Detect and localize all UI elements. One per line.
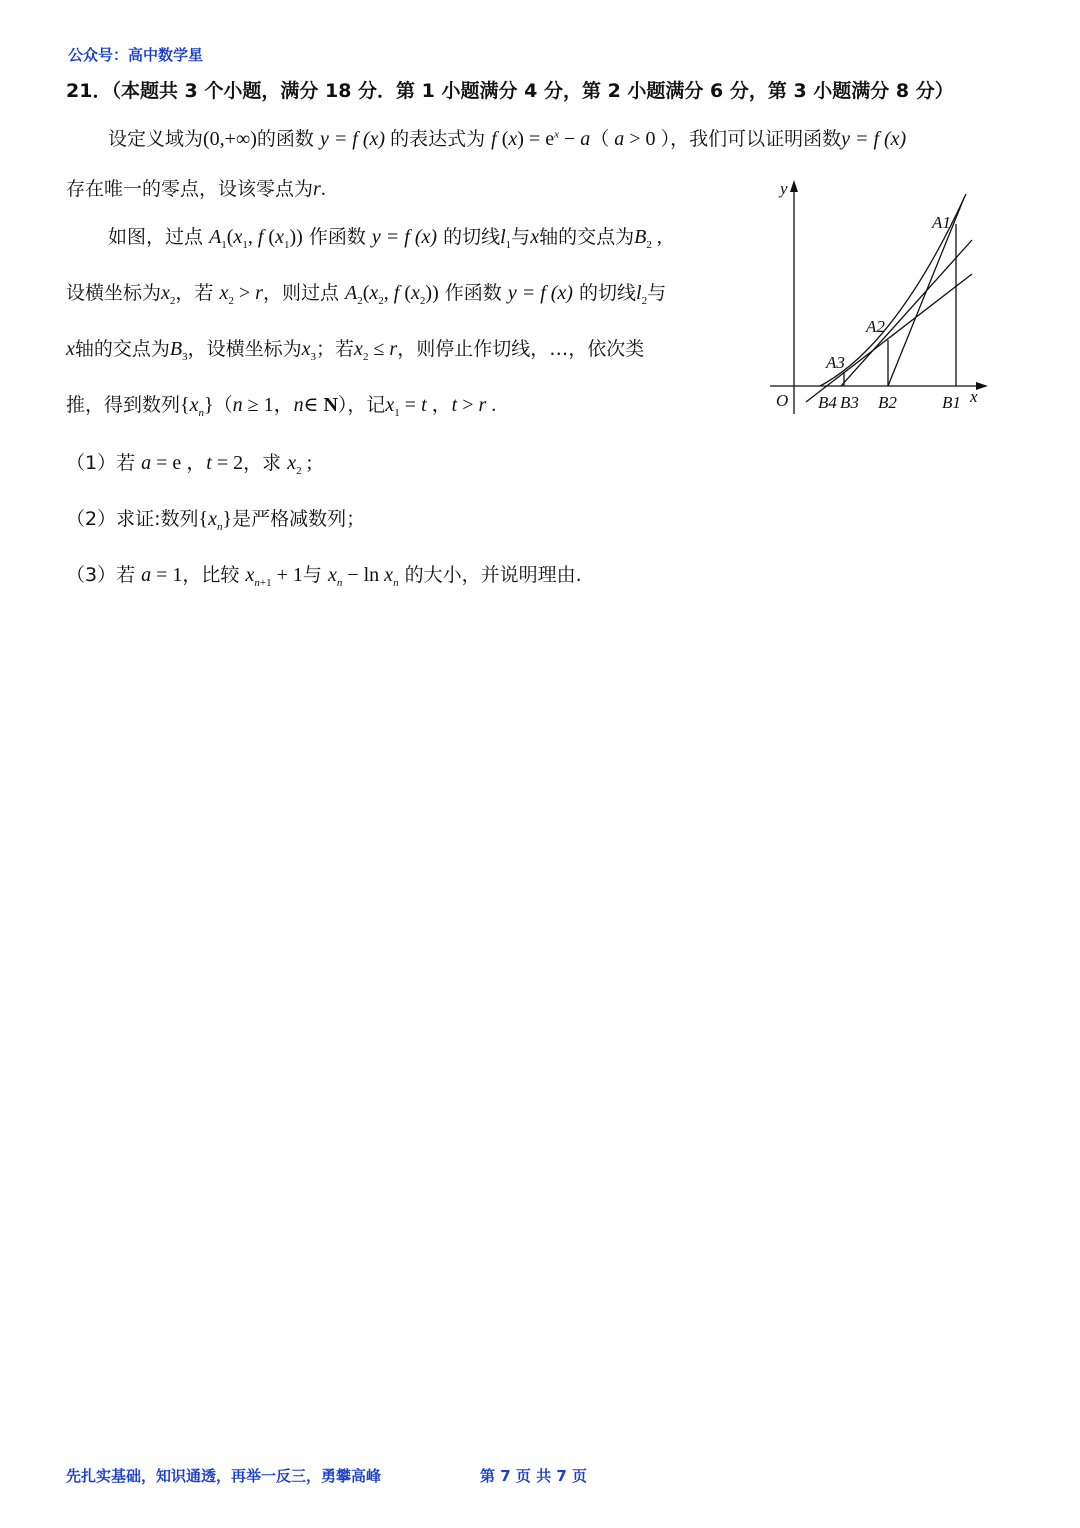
math-expr: $x_3$ [301,338,317,363]
text-fragment: 的切线 [579,282,637,304]
tangent-figure [766,176,996,416]
math-expr: $x_1 = t$ ，t > r . [385,394,497,419]
text-fragment: ，则过点 [262,282,339,304]
sub-question-3 [66,562,582,588]
text-fragment: （ [213,394,233,416]
text-fragment: ，设横坐标为 [187,338,302,360]
text-fragment: ，则停止作切线，…，依次类 [397,338,645,360]
text-fragment: 与 [302,564,322,586]
point-label-a1: A1 [932,213,951,232]
text-fragment: 的表达式为 [390,128,486,150]
text-fragment: 作函数 [308,226,366,248]
text-fragment: 设定义域为 [108,128,204,150]
math-expr: y = f (x) [319,128,391,150]
math-expr: x [66,338,75,360]
domain-expr: (0,+∞) [203,128,257,150]
x-axis-arrow [976,382,988,390]
paragraph-line-1 [108,126,906,152]
math-expr: a = 1 [141,564,183,586]
math-expr: $B_2$ , [634,226,662,251]
axis-label-y: y [780,179,788,198]
paragraph-line-5 [66,336,644,362]
y-axis-arrow [790,180,798,192]
text-fragment: 推，得到数列 [66,394,181,416]
math-expr: a = e ，t = 2 [141,452,244,474]
math-expr: a > 0 [614,128,661,150]
axis-label-x: x [970,387,978,406]
math-expr: $x_n - \ln x_n$ [327,564,399,589]
tick-label-b3: B3 [840,393,859,412]
math-expr: $\{x_n\}$ [180,394,214,419]
header-source: 公众号：高中数学星 [68,46,204,64]
math-expr: $x_2 > r$ [219,282,263,307]
sub-question-2 [66,506,365,532]
paragraph-line-3 [108,224,662,250]
sub-question-1 [66,450,312,476]
footer-page-number: 第 7 页 共 7 页 [480,1467,587,1485]
text-fragment: ；若 [316,338,355,360]
text-fragment: ，比较 [182,564,240,586]
paragraph-line-4 [66,280,666,306]
math-expr: $x_2 \le r$ [354,338,398,363]
text-fragment: 轴的交点为 [539,226,635,248]
text-fragment: ，求 [243,452,282,474]
text-fragment: 与 [647,282,667,304]
text-fragment: ，若 [175,282,214,304]
footer-slogan: 先扎实基础，知识通透，再举一反三，勇攀高峰 [66,1467,382,1485]
math-expr: $A_2(x_2$, f $(x_2)$) [345,282,439,307]
paragraph-line-6 [66,392,496,418]
question-title: 21．（本题共 3 个小题，满分 18 分．第 1 小题满分 4 分，第 2 小题满分 6 分，第 3 小题满分 8 分） [66,80,954,102]
math-expr: $l_2$ [636,282,648,307]
text-fragment: 的大小，并说明理由. [404,564,582,586]
math-expr: r [313,178,321,200]
text-fragment: 是严格减数列； [232,508,366,530]
math-expr: $\{x_n\}$ [198,508,233,533]
text-fragment: 轴的交点为 [74,338,170,360]
math-expr: $x_2$ [161,282,176,307]
math-expr: x [530,226,540,248]
tick-label-b1: B1 [942,393,961,412]
text-fragment: 的函数 [256,128,314,150]
math-expr: $x_{n+1} + 1$ [245,564,303,589]
text-fragment: 的切线 [443,226,501,248]
text-fragment: 作函数 [444,282,502,304]
text-fragment: 存在唯一的零点，设该零点为 [66,178,314,200]
text-fragment: （2）求证:数列 [66,508,199,530]
math-expr: y = f (x) [841,128,907,150]
text-fragment: （1）若 [66,452,136,474]
text-fragment: 与 [511,226,531,248]
point-label-a2: A2 [866,317,885,336]
math-expr: $l_1$ [500,226,512,251]
math-expr: $x_2$ ; [287,452,313,477]
tick-label-b4: B4 [818,393,837,412]
math-expr: $B_3$ [169,338,188,363]
point-label-a3: A3 [826,353,845,372]
text-fragment: 设横坐标为 [66,282,162,304]
tangent-diagram [766,176,996,416]
text-fragment: （ [590,128,610,150]
math-expr: n ≥ 1，n∈ N [232,394,338,416]
origin-label: O [776,391,789,410]
math-expr: $A_1(x_1$, f $(x_1)$) [209,226,303,251]
math-expr: f $(x) = e^x - a$ [491,128,591,150]
tick-label-b2: B2 [878,393,897,412]
math-expr: y = f (x) [371,226,438,248]
text-fragment: 如图，过点 [108,226,204,248]
text-fragment: （3）若 [66,564,136,586]
text-fragment: ），我们可以证明函数 [660,128,842,150]
text-fragment: ），记 [337,394,386,416]
paragraph-line-2: 存在唯一的零点，设该零点为r. [66,178,326,200]
tangent-line-l2 [841,240,972,386]
math-expr: y = f (x) [507,282,573,304]
